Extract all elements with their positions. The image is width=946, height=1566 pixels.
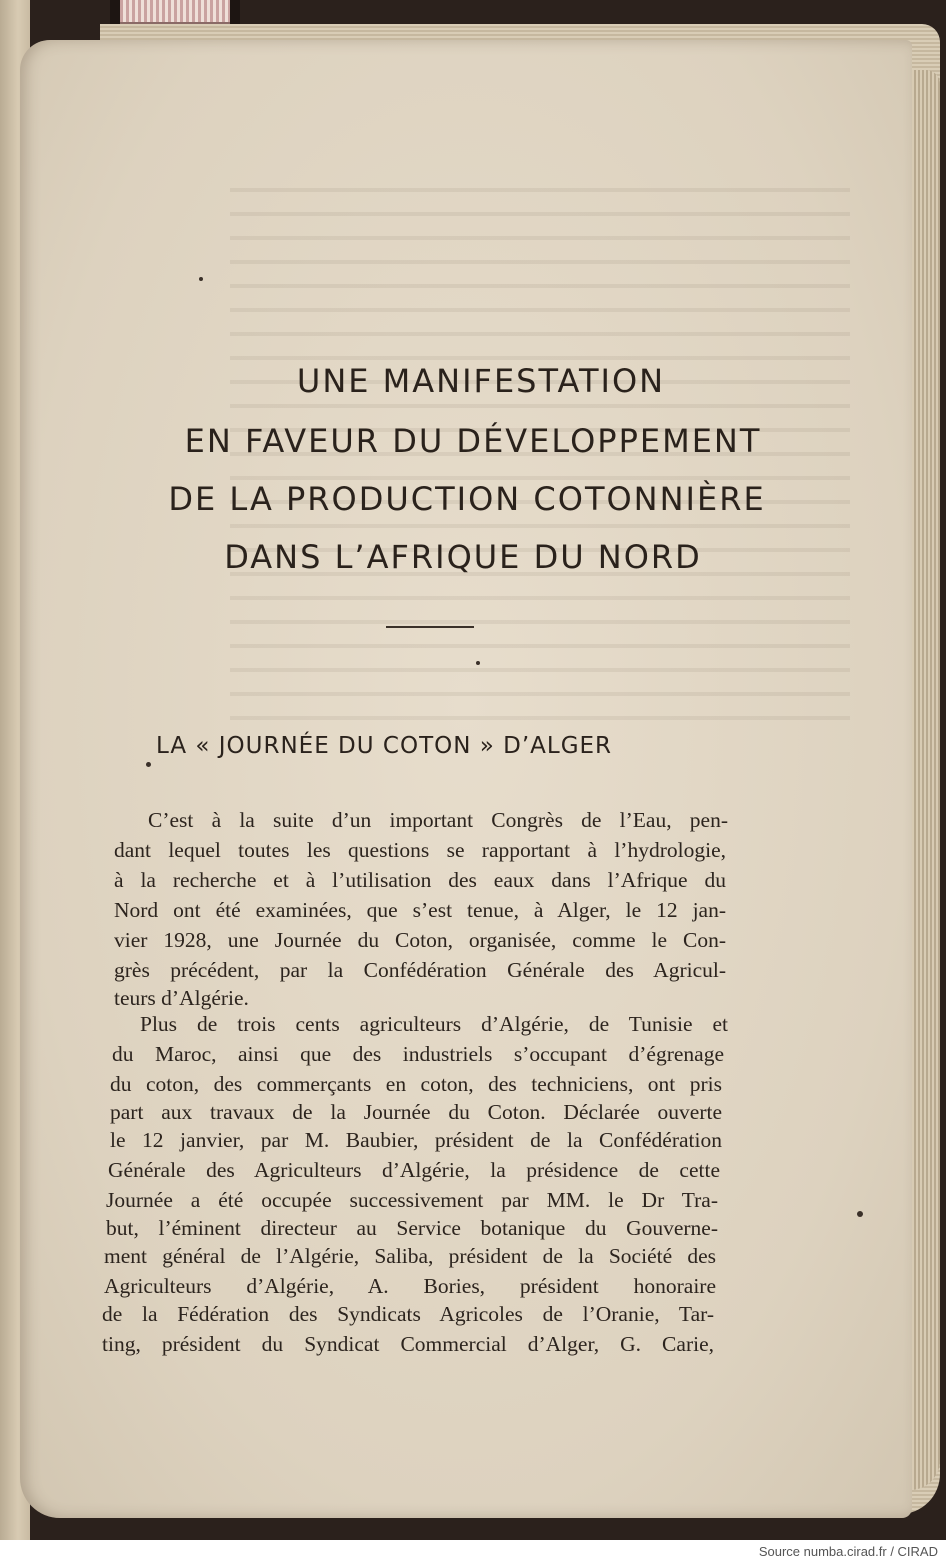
text-line: du coton, des commerçants en coton, des techniciens, ont pris	[110, 1072, 722, 1096]
text-line: de la Fédération des Syndicats Agricoles de l’Oranie, Tar-	[102, 1302, 714, 1326]
source-attribution: Source numba.cirad.fr / CIRAD	[758, 1544, 938, 1559]
speck-mark	[146, 762, 151, 767]
show-through-text	[230, 180, 850, 740]
speck-mark	[476, 661, 480, 665]
text-line: Journée a été occupée successivement par MM. le Dr Tra-	[106, 1188, 718, 1212]
title-line-4: DANS L’AFRIQUE DU NORD	[224, 538, 702, 576]
title-line-3: DE LA PRODUCTION COTONNIÈRE	[168, 480, 766, 518]
text-line: à la recherche et à l’utilisation des eaux dans l’Afrique du	[114, 868, 726, 892]
text-line: ment général de l’Algérie, Saliba, président de la Société des	[104, 1244, 716, 1268]
text-line: teurs d’Algérie.	[114, 986, 249, 1010]
text-line: Agriculteurs d’Algérie, A. Bories, président honoraire	[104, 1274, 716, 1298]
text-line: but, l’éminent directeur au Service botanique du Gouverne-	[106, 1216, 718, 1240]
text-line: ting, président du Syndicat Commercial d’Alger, G. Carie,	[102, 1332, 714, 1356]
text-line: part aux travaux de la Journée du Coton. Déclarée ouverte	[110, 1100, 722, 1124]
title-line-2: EN FAVEUR DU DÉVELOPPEMENT	[184, 422, 762, 460]
speck-mark	[199, 277, 203, 281]
title-separator	[386, 626, 474, 628]
text-line: Nord ont été examinées, que s’est tenue, à Alger, le 12 jan-	[114, 898, 726, 922]
text-line: Plus de trois cents agriculteurs d’Algérie, de Tunisie et	[140, 1012, 728, 1036]
text-line: grès précédent, par la Confédération Générale des Agricul-	[114, 958, 726, 982]
title-line-1: UNE MANIFESTATION	[296, 362, 666, 400]
text-line: Générale des Agriculteurs d’Algérie, la présidence de cette	[108, 1158, 720, 1182]
text-line: du Maroc, ainsi que des industriels s’occupant d’égrenage	[112, 1042, 724, 1066]
book-headband	[120, 0, 230, 24]
text-line: vier 1928, une Journée du Coton, organisée, comme le Con-	[114, 928, 726, 952]
text-line: dant lequel toutes les questions se rapportant à l’hydrologie,	[114, 838, 726, 862]
speck-mark	[857, 1211, 863, 1217]
section-heading: LA « JOURNÉE DU COTON » D’ALGER	[156, 733, 613, 759]
text-line: le 12 janvier, par M. Baubier, président de la Confédération	[110, 1128, 722, 1152]
text-line: C’est à la suite d’un important Congrès de l’Eau, pen-	[148, 808, 728, 832]
